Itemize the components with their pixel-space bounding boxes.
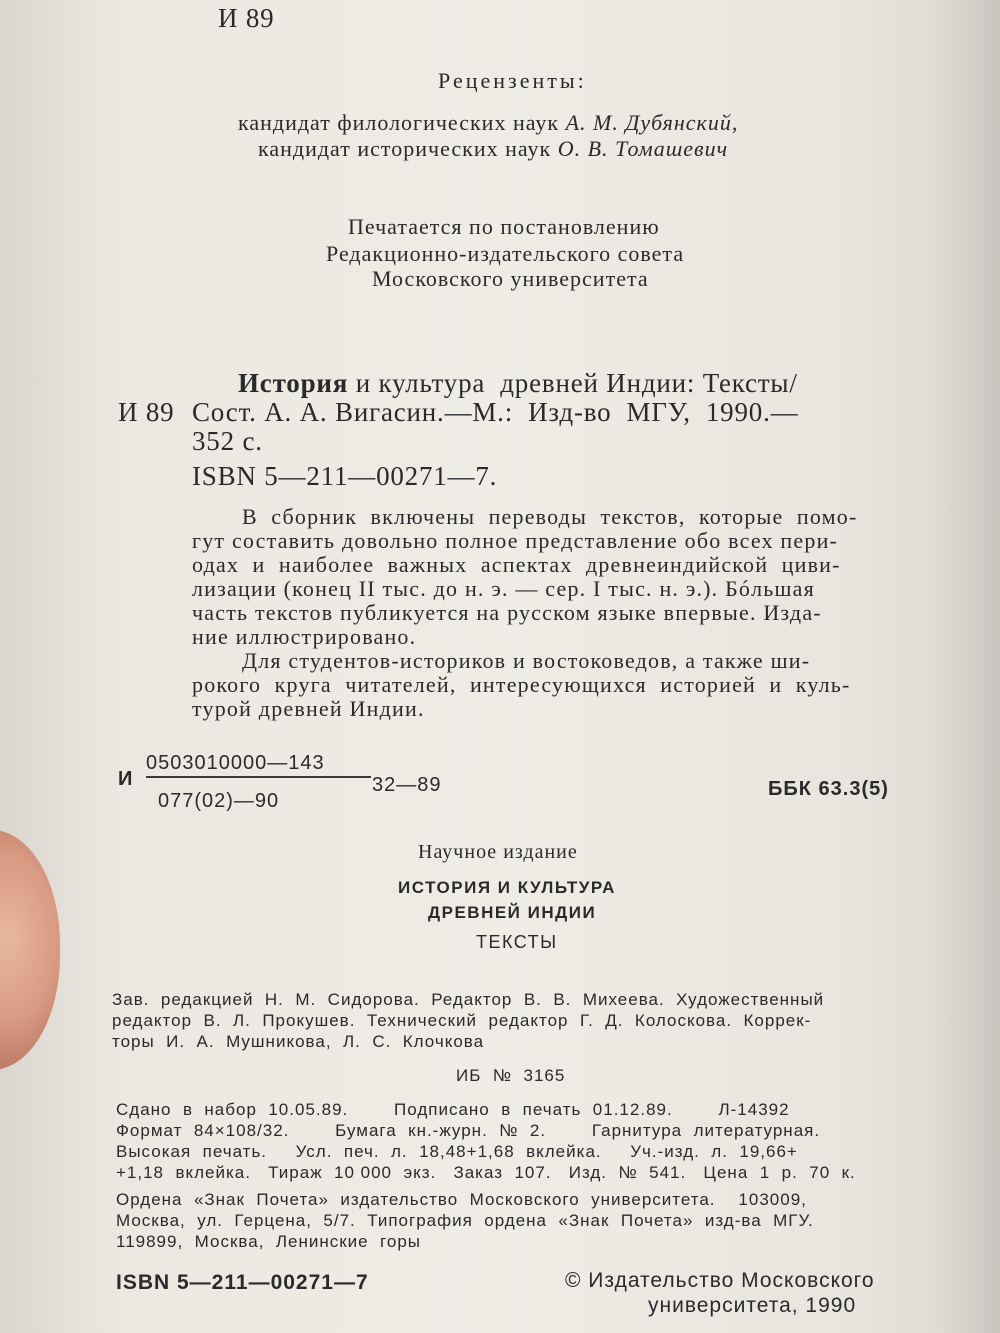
publisher-line: Москва, ул. Герцена, 5/7. Типография ордена «Знак Почета» изд-ва МГУ.: [116, 1211, 814, 1230]
catalog-title: [238, 368, 798, 399]
annotation-line: рокого круга читателей, интересующихся историей и куль-: [192, 672, 851, 697]
edition-type: Научное издание: [418, 841, 578, 863]
index-fraction-line: [146, 776, 371, 778]
annotation-line: ние иллюстрировано.: [192, 624, 417, 649]
catalog-title-bold: История: [238, 368, 349, 398]
top-code: И 89: [218, 3, 275, 33]
footer-isbn: ISBN 5—211—00271—7: [116, 1271, 369, 1294]
annotation-line: гут составить довольно полное представление обо всех пери-: [192, 528, 839, 553]
reviewer-2-name: О. В. Томашевич: [557, 136, 729, 161]
imprint-line: Высокая печать. Усл. печ. л. 18,48+1,68 вклейка. Уч.-изд. л. 19,66+: [116, 1142, 798, 1161]
catalog-compiler-line: Сост. А. А. Вигасин.—М.: Изд-во МГУ, 1990.—: [192, 397, 799, 427]
credits-line: торы И. А. Мушникова, Л. С. Клочкова: [112, 1032, 485, 1051]
index-numerator: 0503010000—143: [146, 752, 325, 774]
footer-copyright-2: университета, 1990: [648, 1294, 857, 1317]
imprint-line: +1,18 вклейка. Тираж 10 000 экз. Заказ 107. Изд. № 541. Цена 1 р. 70 к.: [116, 1163, 856, 1182]
reviewer-2-degree: кандидат исторических наук: [258, 136, 558, 161]
publisher-line: 119899, Москва, Ленинские горы: [116, 1232, 422, 1251]
annotation-line: Для студентов-историков и востоковедов, а также ши-: [242, 648, 811, 673]
edition-title-2: ДРЕВНЕЙ ИНДИИ: [428, 903, 597, 922]
imprint-line: Сдано в набор 10.05.89. Подписано в печать 01.12.89. Л-14392: [116, 1100, 790, 1119]
catalog-pages: 352 с.: [192, 426, 263, 456]
index-suffix: 32—89: [372, 774, 442, 796]
annotation-line: турой древней Индии.: [192, 696, 425, 721]
annotation-line: В сборник включены переводы текстов, которые помо-: [242, 504, 858, 529]
reviewer-2: [258, 136, 728, 162]
page-gutter-shadow: [940, 0, 1000, 1333]
printing-note-line: Печатается по постановлению: [348, 214, 660, 239]
printing-note-line: Московского университета: [372, 266, 649, 291]
printing-note-line: Редакционно-издательского совета: [326, 241, 685, 266]
reviewer-1-degree: кандидат филологических наук: [238, 110, 566, 135]
reviewers-heading: Рецензенты:: [438, 68, 587, 93]
edition-title-1: ИСТОРИЯ И КУЛЬТУРА: [398, 878, 616, 897]
annotation-line: часть текстов публикуется на русском языке впервые. Изда-: [192, 600, 822, 625]
index-denominator: 077(02)—90: [158, 790, 280, 812]
catalog-title-rest: и культура древней Индии: Тексты/: [348, 368, 798, 398]
imprint-line: Формат 84×108/32. Бумага кн.-журн. № 2. Гарнитура литературная.: [116, 1121, 821, 1140]
credits-line: Зав. редакцией Н. М. Сидорова. Редактор В. В. Михеева. Художественный: [112, 990, 825, 1009]
annotation-line: лизации (конец II тыс. до н. э. — сер. I тыс. н. э.). Бóльшая: [192, 576, 815, 601]
edition-subtitle: ТЕКСТЫ: [476, 932, 558, 952]
reviewer-1: [238, 110, 738, 136]
reviewer-1-name: А. М. Дубянский,: [565, 110, 739, 135]
index-letter: И: [118, 768, 134, 790]
ib-number: ИБ № 3165: [456, 1066, 566, 1085]
publisher-line: Ордена «Знак Почета» издательство Московского университета. 103009,: [116, 1190, 807, 1209]
footer-copyright-1: © Издательство Московского: [565, 1269, 875, 1292]
catalog-isbn: ISBN 5—211—00271—7.: [192, 461, 498, 491]
catalog-code: И 89: [118, 397, 175, 427]
credits-line: редактор В. Л. Прокушев. Технический редактор Г. Д. Колоскова. Коррек-: [112, 1011, 812, 1030]
bbk-code: ББК 63.3(5): [768, 778, 889, 800]
annotation-line: одах и наиболее важных аспектах древнеиндийской циви-: [192, 552, 841, 577]
thumb-image: [0, 830, 60, 1070]
